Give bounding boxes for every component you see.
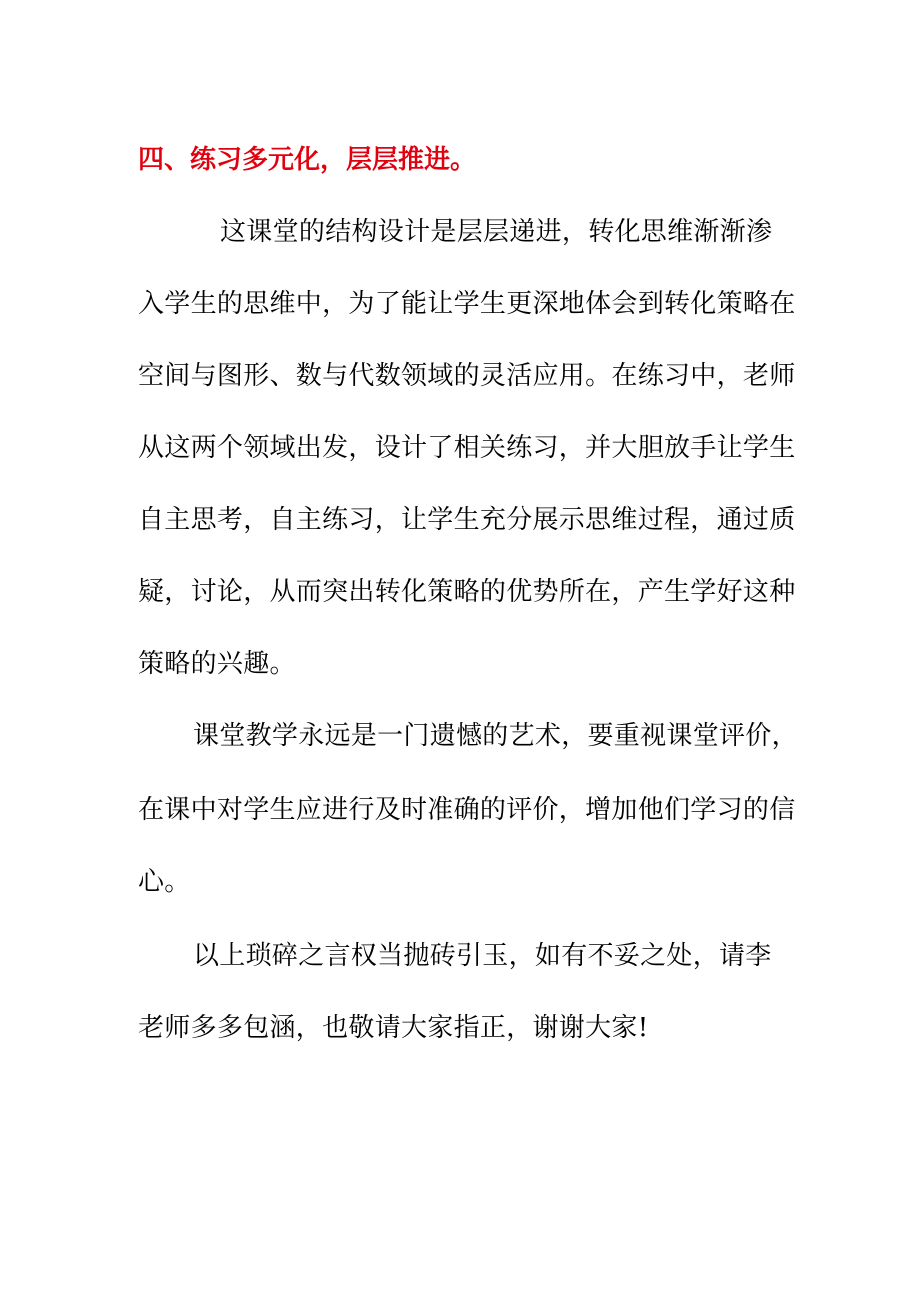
section-heading: 四、练习多元化，层层推进。: [138, 145, 477, 175]
paragraph-1-line-6: 疑，讨论，从而突出转化策略的优势所在，产生学好这种: [138, 577, 796, 607]
paragraph-1-line-4: 从这两个领域出发，设计了相关练习，并大胆放手让学生: [138, 433, 796, 463]
paragraph-1-line-3: 空间与图形、数与代数领域的灵活应用。在练习中，老师: [138, 361, 796, 391]
paragraph-1-line-5: 自主思考，自主练习，让学生充分展示思维过程，通过质: [138, 505, 796, 535]
paragraph-1-line-1: 这课堂的结构设计是层层递进，转化思维渐渐渗: [220, 217, 773, 247]
paragraph-3-line-1: 以上琐碎之言权当抛砖引玉，如有不妥之处，请李: [193, 941, 772, 971]
paragraph-2-line-1: 课堂教学永远是一门遗憾的艺术，要重视课堂评价，: [193, 721, 798, 751]
paragraph-1-line-7: 策略的兴趣。: [138, 649, 296, 679]
paragraph-1-line-2: 入学生的思维中，为了能让学生更深地体会到转化策略在: [138, 289, 796, 319]
paragraph-3-line-2: 老师多多包涵，也敬请大家指正，谢谢大家!: [138, 1013, 649, 1043]
paragraph-2-line-3: 心。: [138, 867, 191, 897]
paragraph-2-line-2: 在课中对学生应进行及时准确的评价，增加他们学习的信: [138, 795, 796, 825]
